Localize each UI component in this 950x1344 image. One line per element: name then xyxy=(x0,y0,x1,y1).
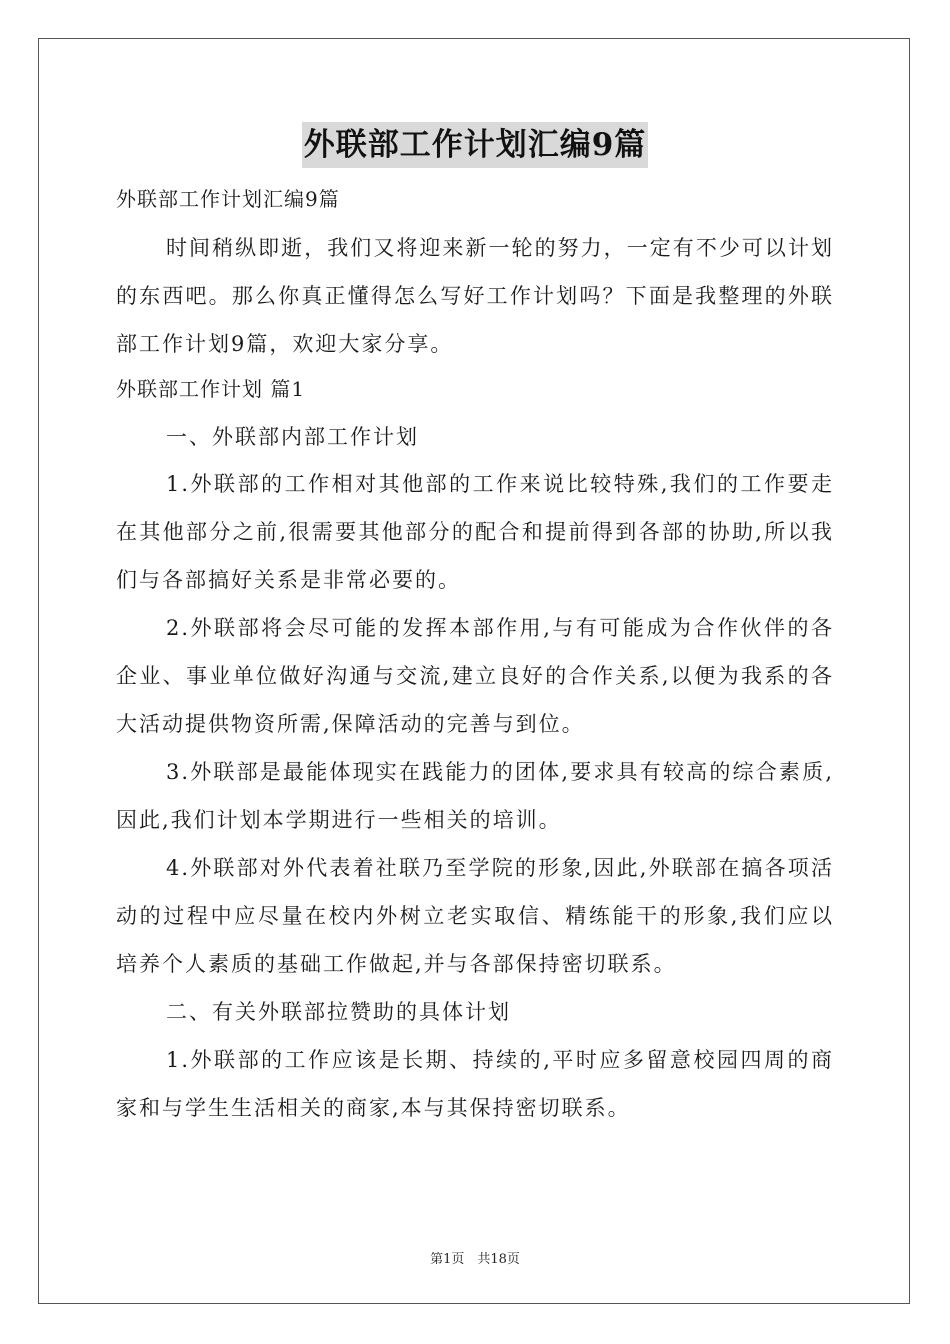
document-body xyxy=(116,180,834,1132)
paragraph-item-4: 4.外联部对外代表着社联乃至学院的形象,因此,外联部在搞各项活动的过程中应尽量在校内外树立老实取信、精练能干的形象,我们应以培养个人素质的基础工作做起,并与各部保持密切联系。 xyxy=(116,856,834,976)
section-title: 外联部工作计划 篇1 xyxy=(116,377,306,401)
paragraph-item-3: 3.外联部是最能体现实在践能力的团体,要求具有较高的综合素质,因此,我们计划本学期进行一些相关的培训。 xyxy=(116,760,834,832)
page-footer: 第1页 共18页 xyxy=(430,1252,520,1267)
title-container xyxy=(0,122,950,168)
heading-sponsorship-plan: 二、有关外联部拉赞助的具体计划 xyxy=(166,1000,511,1024)
paragraph-item-2: 2.外联部将会尽可能的发挥本部作用,与有可能成为合作伙伴的各企业、事业单位做好沟通与交流,建立良好的合作关系,以便为我系的各大活动提供物资所需,保障活动的完善与到位。 xyxy=(116,616,834,736)
document-title: 外联部工作计划汇编9篇 xyxy=(302,122,649,168)
paragraph-item-1: 1.外联部的工作相对其他部的工作来说比较特殊,我们的工作要走在其他部分之前,很需要其他部分的配合和提前得到各部的协助,所以我们与各部搞好关系是非常必要的。 xyxy=(116,472,834,592)
heading-internal-plan: 一、外联部内部工作计划 xyxy=(166,425,419,449)
document-subtitle: 外联部工作计划汇编9篇 xyxy=(116,187,340,211)
intro-paragraph: 时间稍纵即逝，我们又将迎来新一轮的努力，一定有不少可以计划的东西吧。那么你真正懂得怎么写好工作计划吗？下面是我整理的外联部工作计划9篇，欢迎大家分享。 xyxy=(116,236,834,356)
paragraph-sponsor-item-1: 1.外联部的工作应该是长期、持续的,平时应多留意校园四周的商家和与学生生活相关的商家,本与其保持密切联系。 xyxy=(116,1048,834,1120)
